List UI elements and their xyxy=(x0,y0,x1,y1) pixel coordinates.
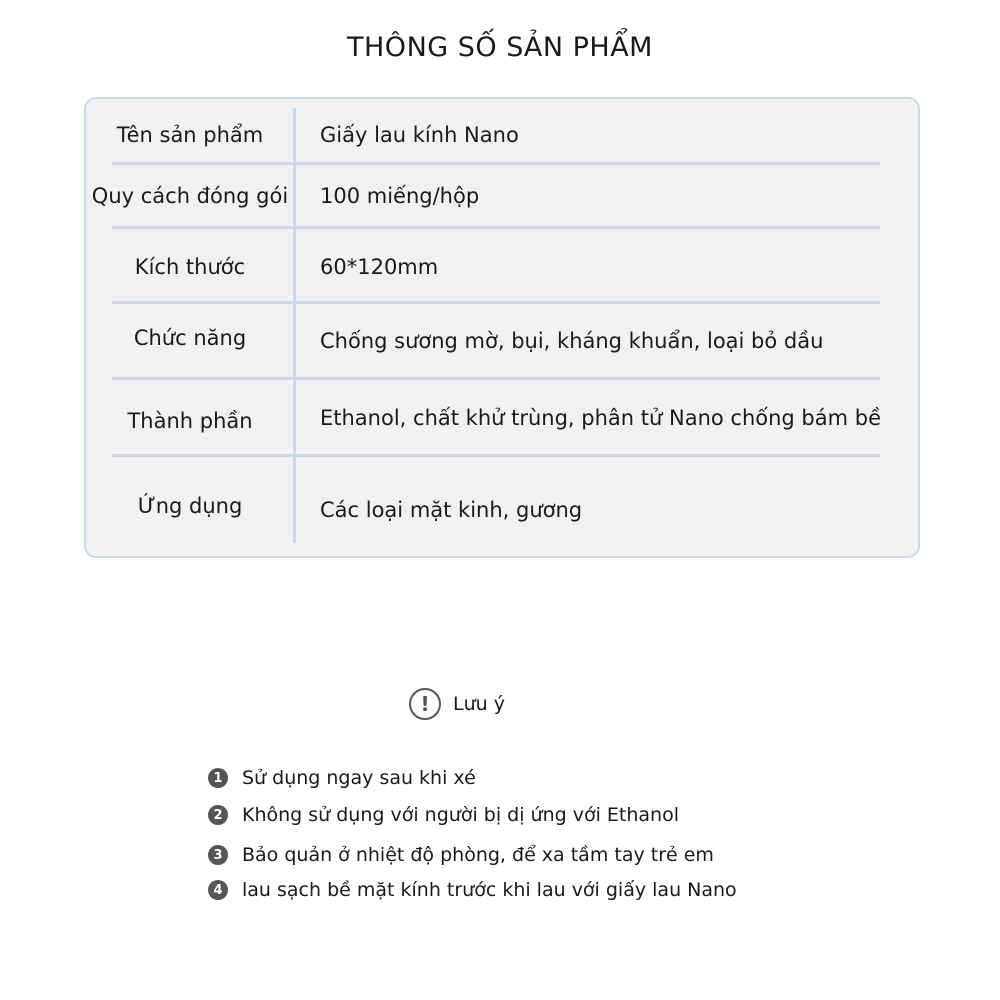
notes-heading xyxy=(409,688,505,720)
spec-value: Giấy lau kính Nano xyxy=(320,123,519,147)
row-divider xyxy=(112,454,880,457)
number-3-icon: 3 xyxy=(208,845,228,865)
spec-label: Kích thước xyxy=(134,255,246,279)
spec-label: Tên sản phẩm xyxy=(116,123,264,147)
spec-value: 100 miếng/hộp xyxy=(320,184,480,208)
row-divider xyxy=(112,162,880,165)
spec-label: Thành phần xyxy=(127,409,253,433)
row-divider xyxy=(112,226,880,229)
row-divider xyxy=(112,301,880,304)
exclamation-circle-icon: ! xyxy=(409,688,441,720)
number-2-icon: 2 xyxy=(208,805,228,825)
spec-value: Ethanol, chất khử trùng, phân tử Nano chống bám bề xyxy=(320,406,882,430)
spec-value: Các loại mặt kinh, gương xyxy=(320,498,583,522)
number-4-icon: 4 xyxy=(208,880,228,900)
note-text: Không sử dụng với người bị dị ứng với Ethanol xyxy=(242,804,679,826)
note-text: Bảo quản ở nhiệt độ phòng, để xa tầm tay trẻ em xyxy=(242,844,714,866)
note-text: Sử dụng ngay sau khi xé xyxy=(242,767,476,789)
note-item xyxy=(208,879,737,901)
spec-label: Chức năng xyxy=(133,326,247,350)
number-1-icon: 1 xyxy=(208,768,228,788)
spec-label: Ứng dụng xyxy=(137,494,243,518)
note-item xyxy=(208,844,714,866)
note-text: lau sạch bề mặt kính trước khi lau với giấy lau Nano xyxy=(242,879,737,901)
note-item xyxy=(208,804,679,826)
spec-label: Quy cách đóng gói xyxy=(91,184,289,208)
spec-value: Chống sương mờ, bụi, kháng khuẩn, loại bỏ dầu xyxy=(320,329,824,353)
page-title: THÔNG SỐ SẢN PHẨM xyxy=(347,32,653,63)
spec-value: 60*120mm xyxy=(320,255,439,279)
note-item xyxy=(208,767,476,789)
notes-heading-label: Lưu ý xyxy=(453,693,505,715)
row-divider xyxy=(112,377,880,380)
